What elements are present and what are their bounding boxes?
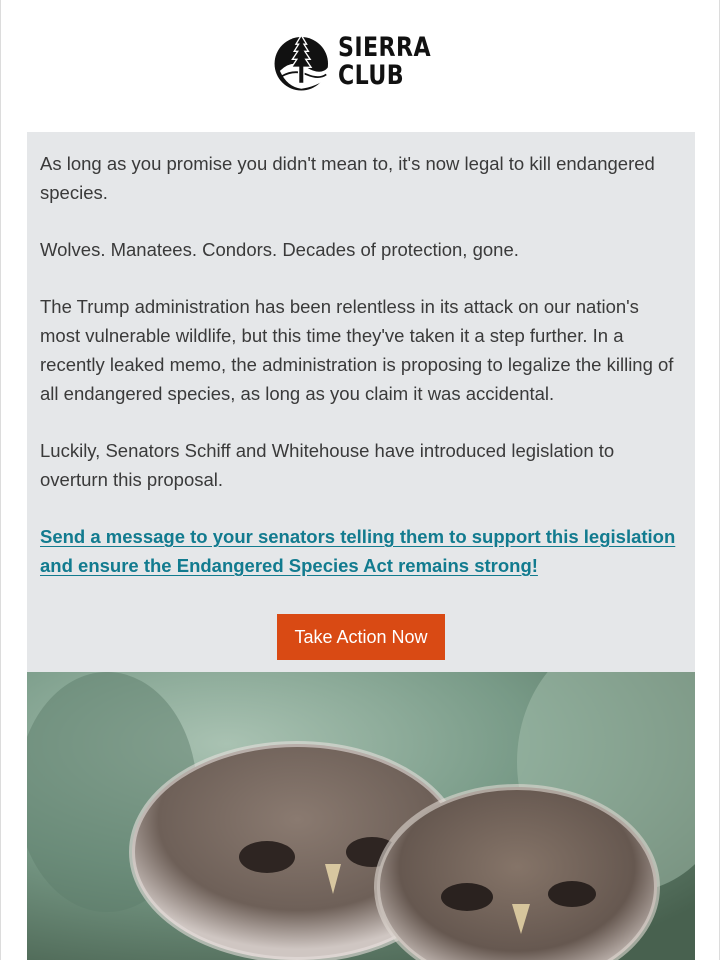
message-panel	[27, 132, 695, 672]
brand-name-line1: SIERRA	[337, 32, 431, 63]
body-paragraph-3: The Trump administration has been relentless in its attack on our nation's most vulnerable wildlife, but this time they've taken it a step further. In a recently leaked memo, the administration is proposing to legalize the killing of all endangered species, as long as you claim it was accidental.	[40, 296, 674, 404]
owl-chicks-illustration	[27, 672, 695, 960]
take-action-button[interactable]: Take Action Now	[277, 614, 445, 660]
action-link-paragraph	[40, 522, 682, 580]
body-paragraph-4: Luckily, Senators Schiff and Whitehouse have introduced legislation to overturn this proposal.	[40, 440, 615, 490]
brand-name-line2: CLUB	[337, 60, 404, 91]
sequoia-tree-logo-icon	[271, 28, 332, 96]
body-paragraph-1: As long as you promise you didn't mean to, it's now legal to kill endangered species.	[40, 153, 655, 203]
send-message-link[interactable]: Send a message to your senators telling them to support this legislation and ensure the Endangered Species Act remains strong!	[40, 526, 676, 576]
body-paragraph-2: Wolves. Manatees. Condors. Decades of protection, gone.	[40, 239, 519, 260]
brand-wordmark	[338, 34, 431, 90]
sierra-club-logo[interactable]	[271, 26, 451, 98]
owl-chicks-photo[interactable]	[27, 672, 695, 960]
